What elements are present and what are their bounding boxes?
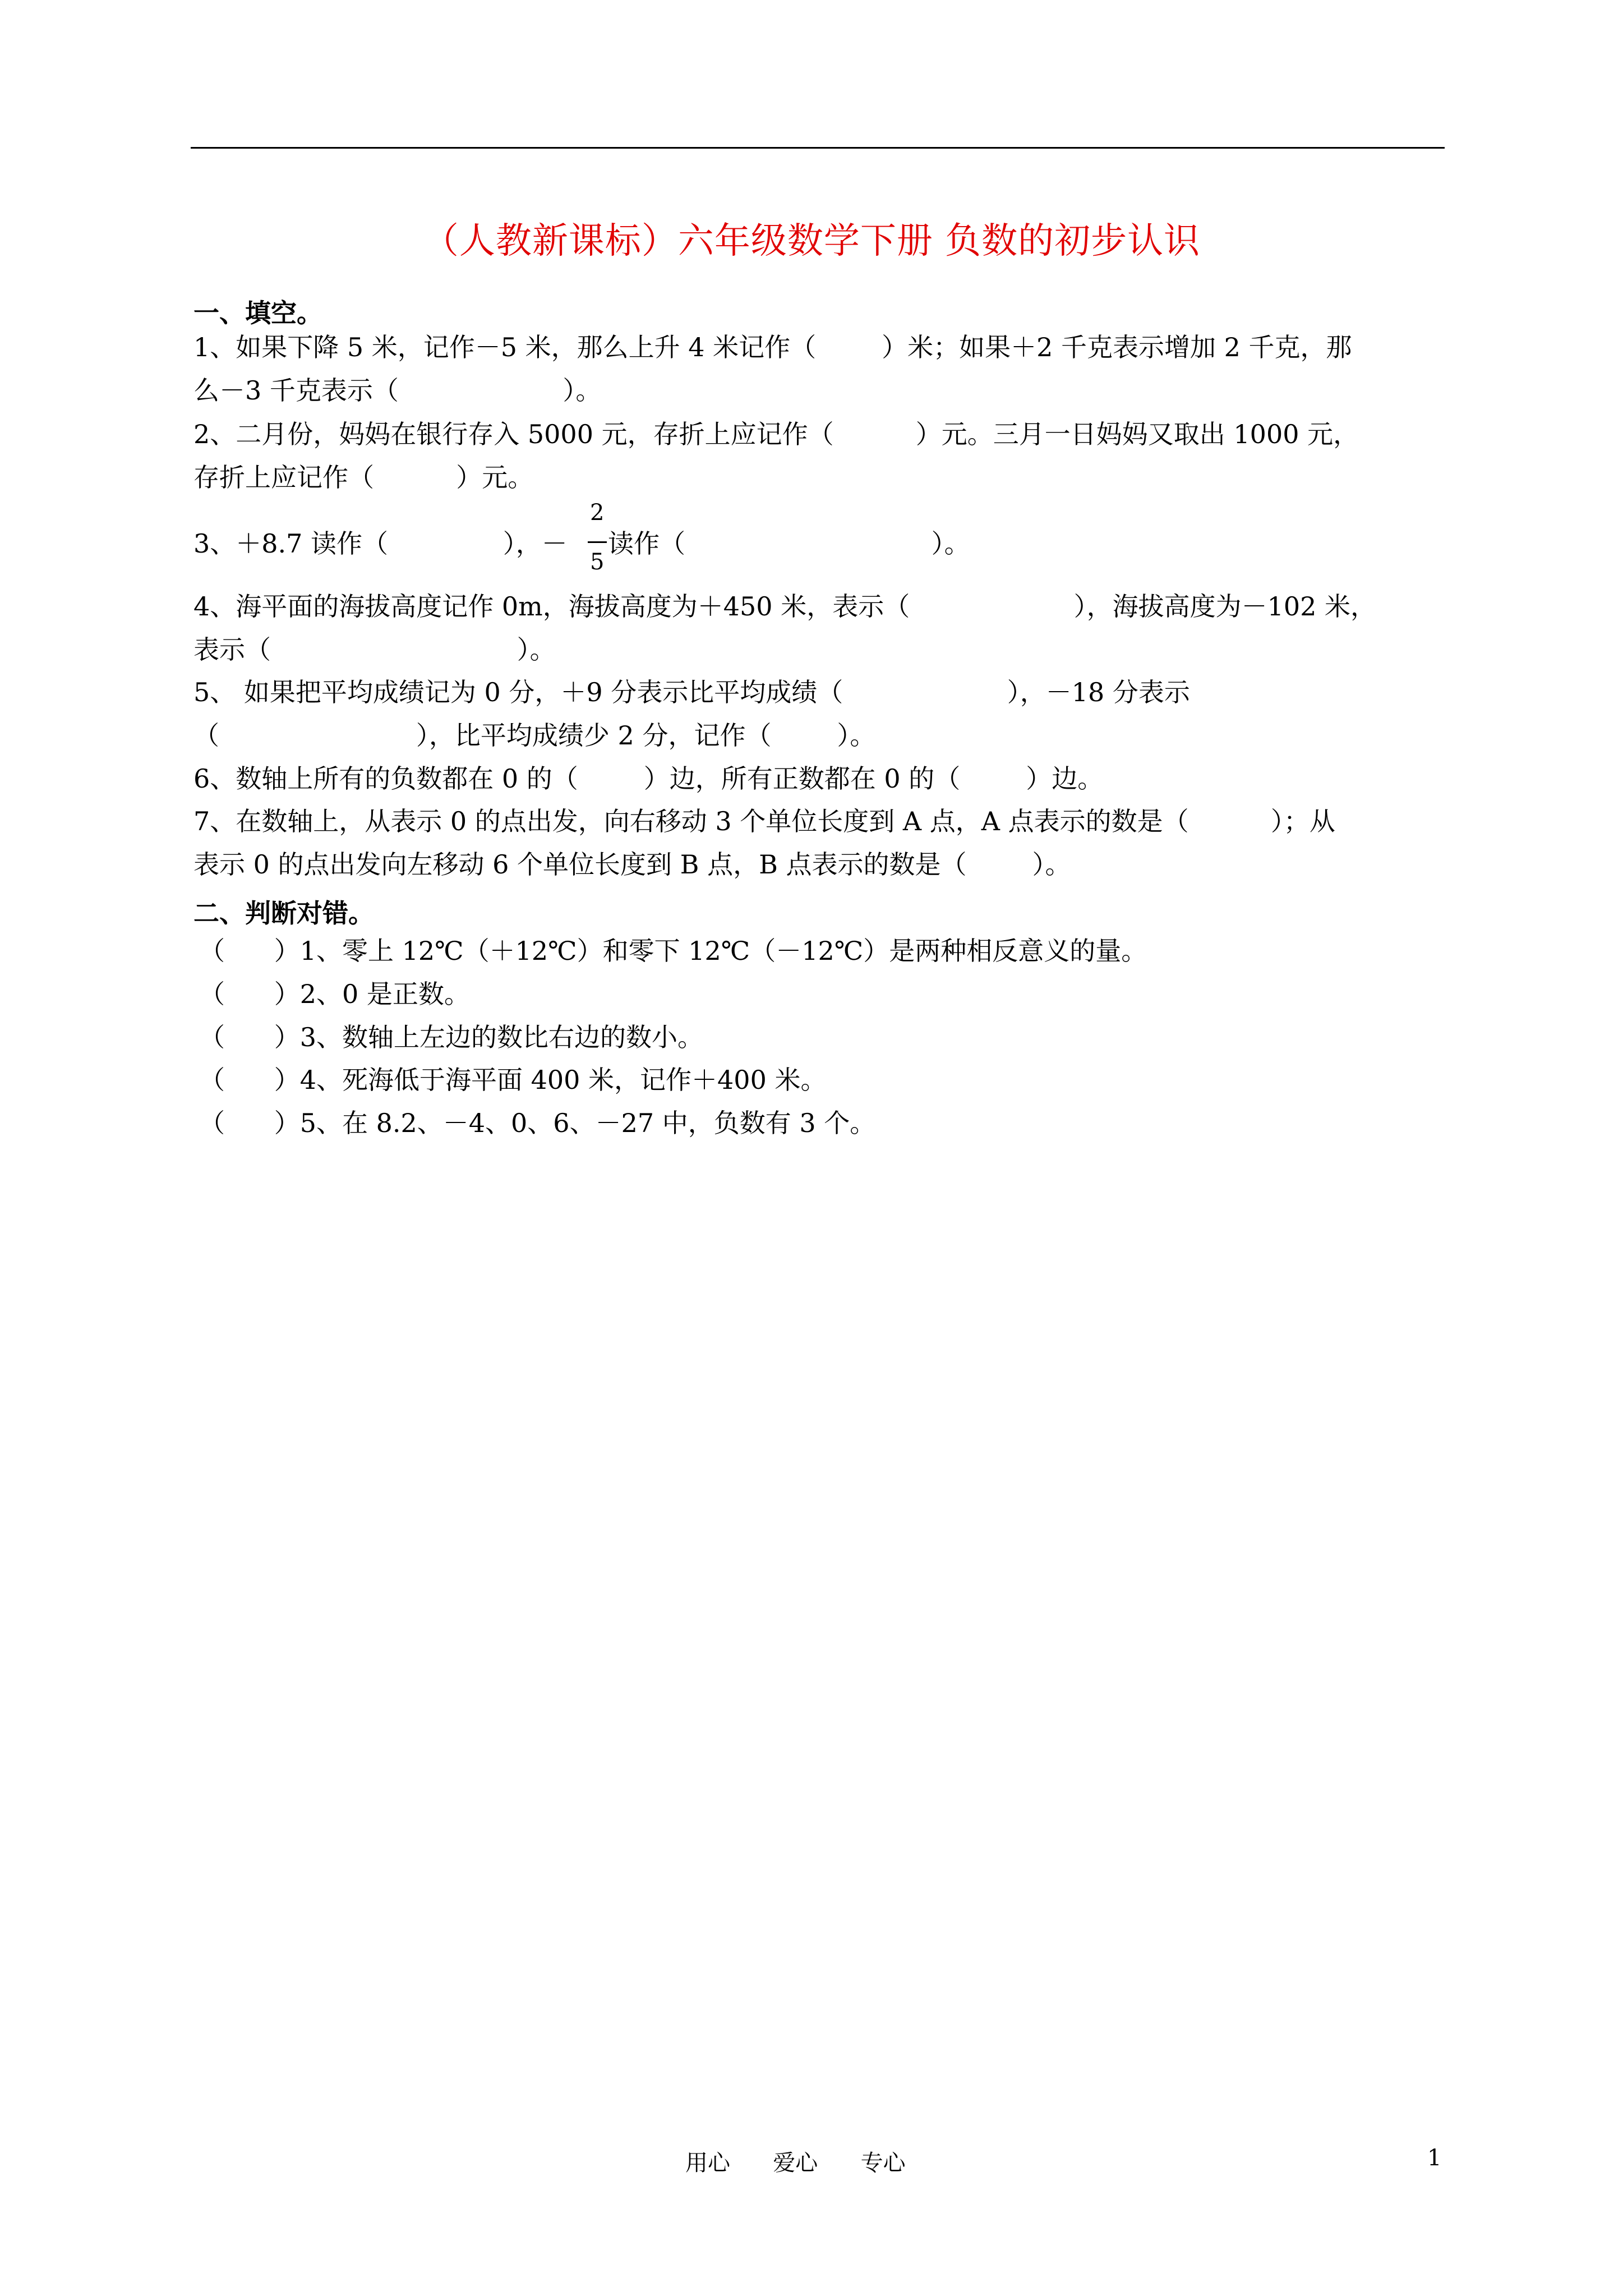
question-line: 7、在数轴上，从表示 0 的点出发，向右移动 3 个单位长度到 A 点，A 点表示的数是（ ）；从 (193, 806, 1335, 836)
fraction-bar (588, 541, 607, 543)
question-line: 6、数轴上所有的负数都在 0 的（ ）边，所有正数都在 0 的（ ）边。 (193, 763, 1104, 794)
section-heading-true-false: 二、判断对错。 (193, 898, 374, 928)
question-line: 表示 0 的点出发向左移动 6 个单位长度到 B 点，B 点表示的数是（ ）。 (193, 849, 1071, 880)
page-number: 1 (1427, 2145, 1442, 2171)
question-line: 么－3 千克表示（ ）。 (193, 375, 602, 406)
header-rule (191, 147, 1445, 149)
judgment-item: （ ）4、死海低于海平面 400 米，记作＋400 米。 (199, 1065, 827, 1095)
judgment-item: （ ）3、数轴上左边的数比右边的数小。 (199, 1022, 703, 1052)
question-line: （ ），比平均成绩少 2 分，记作（ ）。 (193, 720, 876, 751)
question-line: 4、海平面的海拔高度记作 0m，海拔高度为＋450 米，表示（ ），海拔高度为－102 米， (193, 591, 1377, 622)
question-line: 表示（ ）。 (193, 634, 556, 665)
judgment-item: （ ）1、零上 12℃（＋12℃）和零下 12℃（－12℃）是两种相反意义的量。 (199, 936, 1147, 966)
question-line: 2、二月份，妈妈在银行存入 5000 元，存折上应记作（ ）元。三月一日妈妈又取出 1000 元， (193, 419, 1359, 449)
question-line: 5、 如果把平均成绩记为 0 分，＋9 分表示比平均成绩（ ），－18 分表示 (193, 677, 1190, 707)
fraction-numerator: 2 (590, 500, 605, 526)
judgment-item: （ ）5、在 8.2、－4、0、6、－27 中，负数有 3 个。 (199, 1108, 876, 1138)
question-line: 1、如果下降 5 米，记作－5 米，那么上升 4 米记作（ ）米；如果＋2 千克表示增加 2 千克，那 (193, 332, 1352, 362)
section-heading-fill-blanks: 一、填空。 (193, 298, 322, 328)
question-line: 3、＋8.7 读作（ ），－ (193, 528, 568, 559)
document-title: （人教新课标）六年级数学下册 负数的初步认识 (422, 220, 1201, 262)
fraction-denominator: 5 (590, 549, 605, 575)
question-line: 存折上应记作（ ）元。 (193, 462, 534, 493)
judgment-item: （ ）2、0 是正数。 (199, 979, 470, 1009)
footer-slogan: 用心 爱心 专心 (685, 2150, 906, 2176)
question-line: 读作（ ）。 (608, 528, 970, 559)
